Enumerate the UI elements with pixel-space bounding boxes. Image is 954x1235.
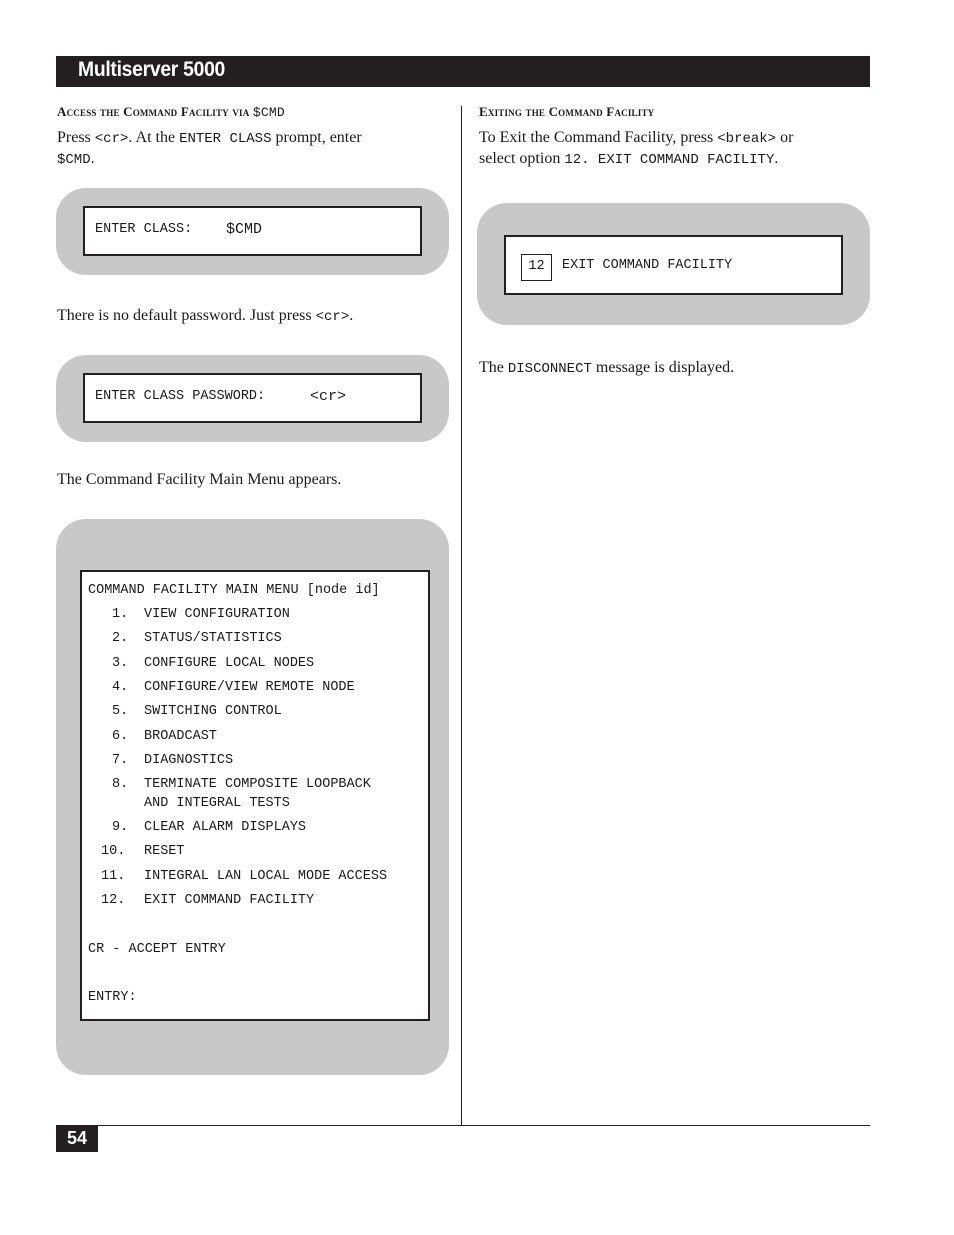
menu-item-diagnostics: DIAGNOSTICS xyxy=(144,753,234,768)
terminal-box xyxy=(504,235,843,295)
enter-class-value: $CMD xyxy=(226,221,263,238)
menu-item-configure-local-nodes: CONFIGURE LOCAL NODES xyxy=(144,656,315,671)
terminal-box xyxy=(83,206,422,256)
menu-accept-hint: CR - ACCEPT ENTRY xyxy=(88,942,226,957)
main-menu-terminal: COMMAND FACILITY MAIN MENU [node id] 1. VIEW CONFIGURATION 2. STATUS/STATISTICS 3. CONFIGURE LOCAL NODES 4. CONFIGURE/VIEW REMOTE NODE 5. SWITCHING CONTROL 6. BROADCAST 7. DIAGNOSTICS 8. TERMINATE COMPOSITE LOOPBACK AND INTEGRAL TESTS 9. CLEAR ALARM DISPLAYS 10. RESET 11. INTEGRAL LAN LOCAL MODE ACCESS 12. EXIT COMMAND FACILITY CR - ACCEPT ENTRY ENTRY: xyxy=(80,570,430,1021)
screen-panel-exit xyxy=(477,203,870,325)
menu-item-terminate-loopback: TERMINATE COMPOSITE LOOPBACK xyxy=(144,777,371,792)
section-heading-exiting: Exiting the Command Facility xyxy=(479,104,655,119)
section-heading-access xyxy=(57,104,285,120)
exit-command-label: EXIT COMMAND FACILITY xyxy=(562,258,733,273)
column-divider xyxy=(461,106,462,1125)
heading-text: Access the Command Facility via xyxy=(57,104,250,119)
menu-item-status-statistics: STATUS/STATISTICS xyxy=(144,631,282,646)
paragraph-press-cr: Press <cr>. At the ENTER CLASS prompt, enter $CMD. xyxy=(57,129,362,168)
menu-entry-prompt: ENTRY: xyxy=(88,990,137,1005)
paragraph-no-password: There is no default password. Just press <cr>. xyxy=(57,307,354,325)
paragraph-main-menu-appears: The Command Facility Main Menu appears. xyxy=(57,471,342,488)
heading-code: $CMD xyxy=(252,105,285,120)
screen-panel-password xyxy=(56,355,449,442)
enter-class-prompt: ENTER CLASS: xyxy=(95,222,193,237)
paragraph-disconnect: The DISCONNECT message is displayed. xyxy=(479,359,735,377)
option-number-box: 12 xyxy=(521,254,552,281)
paragraph-exit-instructions: To Exit the Command Facility, press <break> or select option 12. EXIT COMMAND FACILITY. xyxy=(479,129,794,168)
screen-panel-main-menu xyxy=(56,519,449,1075)
menu-title: COMMAND FACILITY MAIN MENU [node id] xyxy=(88,583,380,598)
menu-item-switching-control: SWITCHING CONTROL xyxy=(144,704,282,719)
menu-item-configure-view-remote-node: CONFIGURE/VIEW REMOTE NODE xyxy=(144,680,355,695)
menu-item-exit-command-facility: EXIT COMMAND FACILITY xyxy=(144,893,315,908)
menu-item-broadcast: BROADCAST xyxy=(144,729,217,744)
page-number: 54 xyxy=(56,1125,98,1152)
terminal-box xyxy=(83,373,422,423)
screen-panel-enter-class xyxy=(56,188,449,275)
page-header xyxy=(56,56,870,87)
menu-item-terminate-loopback-cont: AND INTEGRAL TESTS xyxy=(144,796,290,811)
manual-title: Multiserver 5000 xyxy=(78,58,226,81)
footer-rule xyxy=(56,1125,870,1126)
password-value: <cr> xyxy=(310,388,347,405)
password-prompt: ENTER CLASS PASSWORD: xyxy=(95,389,266,404)
menu-item-integral-lan-access: INTEGRAL LAN LOCAL MODE ACCESS xyxy=(144,869,388,884)
menu-item-view-configuration: VIEW CONFIGURATION xyxy=(144,607,290,622)
menu-item-clear-alarm-displays: CLEAR ALARM DISPLAYS xyxy=(144,820,307,835)
menu-item-reset: RESET xyxy=(144,844,185,859)
